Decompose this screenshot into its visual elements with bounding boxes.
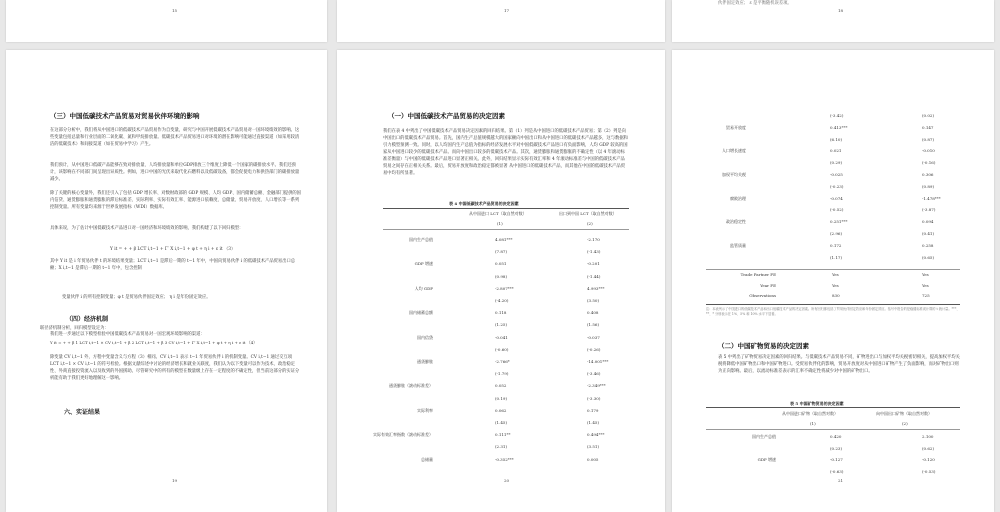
- table-cell-col1: (-0.63): [830, 468, 844, 474]
- table-cell-col1: (0.19): [495, 395, 508, 401]
- table-row-label: 政治稳定性: [726, 219, 746, 225]
- table-row-label: 监管质量: [730, 242, 746, 248]
- table-cell-col1: (-0.23): [830, 183, 844, 189]
- equation-explanation: 其中 Y it 是 i 年贸易伙伴 t 的环境结果变量；LCT i,t−1 是滞后一期的 t−1 年中，中国向贸易伙伴 i 的低碳技术产品贸易出口总额；X i,t−1 是滞后一期的 t−1 年中，包含控制: [50, 259, 296, 271]
- table-row-label: Observations: [749, 293, 776, 298]
- table-cell-col2: Yes: [922, 272, 929, 277]
- table-cell-col2: (-1.44): [587, 273, 601, 279]
- table-cell-col1: (-3.42): [830, 113, 844, 118]
- equation-4: Y it = + + β 1 LCT i,t−1 × CV i,t−1 + β 2 LCT i,t−1 + β 3 CV i,t−1 + Γ′ X i,t−1 + φ t + η i + ε it （4）: [50, 340, 258, 345]
- table-cell-col1: (6.10): [830, 136, 843, 142]
- document-page-20: [337, 50, 665, 512]
- table-cell-col2: (3.51): [587, 444, 600, 450]
- table-cell-col2: (1.56): [587, 322, 600, 328]
- table-cell-col2: -0.120: [922, 457, 935, 462]
- table-cell-col2: 0.005: [587, 456, 599, 462]
- table-cell-col2: (-1.43): [587, 249, 601, 255]
- table-cell-col1: 0.052: [495, 383, 507, 389]
- table-cell-col2: -1.478***: [922, 195, 941, 201]
- section-title: （一）中国低碳技术产品贸易的决定因素: [388, 112, 505, 120]
- column-header: 从中国进口 LCT（取自然对数）: [469, 211, 527, 216]
- table-cell-col2: -0.037: [587, 334, 600, 340]
- table-cell-col1: (2.31): [495, 444, 508, 450]
- table-cell-col2: (-0.16): [922, 160, 936, 166]
- table-cell-col1: (0.98): [495, 273, 508, 279]
- table-cell-col2: (-3.46): [587, 371, 601, 377]
- equation-explanation-cont: 变量伙伴 i 的所有控制变量；φ t 是贸易伙伴固定效应； η i 是年份固定效应。: [62, 295, 211, 300]
- table-cell-col2: 0.094: [922, 219, 934, 225]
- table-row-label: 实际有效汇率指数（滚动标准差）: [373, 432, 433, 438]
- mechanism-paragraph: 我们进一步通过以下模型检验中国低碳技术产品贸易对一国宏观环境影响的渠道：: [50, 332, 205, 337]
- table-cell-col1: (1.17): [830, 254, 843, 260]
- page-number: 18: [838, 8, 844, 13]
- table-cell-col1: 0.021: [830, 148, 842, 154]
- page-number: 15: [172, 8, 178, 13]
- body-paragraph: 除了关键的核心变量外，我们还引入了包括 GDP 增长率、对数财政部的 GDP 规模、人均 GDP、国内储蓄总额、金融部门提供的国内信贷、通货膨胀和通货膨胀的滞后标准差、实际利率、实际有效汇率、能源进口依赖度、总储量、贸易开放度、人口增长等一系列控制变量。所有变量均来源于世界发展指标（WDI）数据库。: [50, 191, 301, 210]
- table-cell-col1: -2.766*: [495, 359, 510, 364]
- table-cell-col1: -0.074: [830, 195, 843, 201]
- table-cell-col2: 725: [922, 293, 930, 298]
- page-number: 19: [172, 478, 178, 483]
- body-paragraph: 除变量 CV i,t−1 外，方程中变量含义与方程（3）相同。CV i,t−1 表示 t−1 年贸易伙伴 i 的机制变量。CV i,t−1 通过交互项 LCT i,t−1 × CV i,t−1 的符号检验。根据文献综述中讨论的经济增长和就业关联度，我们认为以下变量可以作为技术、政治稳定性、外商直接投资流入以及收到的外国援助。尽管研究中的所有的模型在数量级上存在一定程度的不确定性，但当前这部分的实证分析能有助于我们更好地理解这一影响。: [50, 355, 300, 381]
- table-cell-col2: (1.45): [587, 420, 600, 425]
- body-paragraph: 我们在表 4 中列出了中国低碳技术产品贸易决定因素的回归结果。第（1）列是从中国进口的低碳技术产品贸易；第（2）列是向中国出口的低碳技术产品贸易。首先，国内生产总值规模越大的国家额向中国出口和从中国进口的低碳技术产品越多，这与数据和引力模型预测一致。同时，以人均国内生产总值为指标的经济发展水平对中国低碳技术产品进口有负面影响，人均 GDP 较高的国家从中国进口较少的低碳技术产品。而向中国出口较多的低碳技术产品。其次，通货膨胀和通货膨胀的不确定性（以 4 年滚动标准差衡量）与中国的低碳技术产品进口显著正相关。此外，回归结果显示实际有效汇率和 4 年滚动标准差与中国的低碳技术产品贸易之间存在正相关关系。最后，贸易开放度和政治稳定都被显著 从中国进口的低碳技术产品，而其他在中国的低碳技术产品贸易中均有所显著。: [383, 129, 628, 176]
- table-cell-col2: (0.87): [922, 136, 935, 142]
- table-cell-col1: 0.111**: [495, 432, 511, 438]
- strip-text: 伙伴固定效应； ε 是平衡随机误差项。: [718, 1, 792, 6]
- top-page-strip-left: [6, 0, 327, 42]
- table-cell-col2: (-0.26): [587, 346, 601, 352]
- subsection-title: （四）经济机制: [66, 316, 109, 323]
- table-cell-col2: (0.02): [922, 113, 935, 118]
- table-5-caption: 表 5 中国矿物贸易的决定因素: [790, 401, 844, 406]
- section-6-title: 六、实证结果: [64, 409, 101, 416]
- table-cell-col2: 0.494***: [587, 432, 605, 438]
- table-5-header-rule: [706, 429, 960, 430]
- table-cell-col2: 0.408: [587, 310, 599, 316]
- table-row-label: Trade Partner FE: [740, 272, 776, 277]
- table-cell-col2: (0.62): [922, 445, 935, 451]
- table-cell-col2: (0.65): [922, 254, 935, 260]
- top-page-strip-right: [672, 0, 994, 42]
- table-cell-col2: (0.89): [922, 183, 935, 189]
- table-header-rule: [383, 229, 629, 230]
- table-top-rule: [383, 208, 629, 209]
- table-cell-col2: 4.993***: [587, 285, 605, 291]
- table-cell-col1: 0.251***: [830, 219, 848, 225]
- table-row-label: Year FE: [760, 282, 776, 288]
- table-cell-col1: (1.45): [495, 420, 508, 425]
- table-cell-col2: 0.258: [922, 242, 934, 248]
- table-5-top-rule: [706, 407, 960, 408]
- table-row-label: 加权平均关税: [722, 172, 746, 177]
- table-row-label: 总储量: [421, 456, 433, 462]
- table-cell-col1: Yes: [832, 282, 839, 288]
- table-cell-col1: 0.051: [495, 261, 507, 267]
- table-cell-col2: -14.001***: [587, 359, 609, 364]
- table-cell-col2: (-3.30): [587, 395, 601, 401]
- table-cell-col1: 0.420: [830, 434, 842, 439]
- table-cell-col1: (-4.20): [495, 298, 509, 303]
- table-cell-col1: 4.081***: [495, 237, 513, 242]
- table-row-label: 人口增长速度: [722, 148, 746, 154]
- table-cell-col2: (0.41): [922, 231, 935, 236]
- table-cell-col1: Yes: [832, 272, 839, 277]
- body-paragraph: 我们预计，从中国进口低碳产品能够在致对排放量、人均排放量和单位GDP排放三个维度上降低一个国家的碳排放水平。我们还预计，该影响在不同部门间呈现出异质性。例如，进口中国的光伏来取代化石燃料以及低碳设备，都会促使电力和供热部门的碳排放量减少。: [50, 163, 300, 182]
- mechanism-lead: 联径济机制分析，回归模型设定为：: [40, 326, 109, 331]
- table-cell-col1: 830: [832, 293, 840, 298]
- page-number: 17: [504, 8, 510, 13]
- document-page-19: [6, 50, 327, 512]
- document-page-21: [672, 50, 994, 512]
- table-cell-col1: (-1.79): [495, 371, 509, 377]
- table-cell-col1: -0.352***: [495, 456, 514, 462]
- table-cell-col1: (0.23): [830, 445, 843, 451]
- table-row-label: 贸易开放度: [726, 124, 746, 130]
- table-cell-col2: (-0.53): [922, 468, 936, 474]
- table-row-label: 人均 GDP: [414, 285, 433, 291]
- table-cell-col2: 2.100: [922, 434, 934, 439]
- column-number: (2): [902, 421, 908, 426]
- table-cell-col1: (-0.60): [495, 346, 509, 352]
- table-cell-col1: -0.127: [830, 457, 843, 462]
- table-note: 注：本表列示了中国进口的低碳技术产品和出口低碳技术产品的决定因素。所有回归都包括了贸易伙伴固定效应和年份固定效应。括号中报告的是稳健标准误计算的 t 统计量。***、**、* 分别表示在 1%、5% 和 10% 水平下显著。: [706, 307, 960, 316]
- table-row-label: 国内生产总值: [752, 434, 776, 439]
- column-number: (2): [587, 221, 593, 226]
- table-cell-col1: -0.041: [495, 334, 508, 340]
- page-number: 20: [504, 478, 510, 483]
- column-header: 出口到中国 LCT（取自然对数）: [559, 211, 617, 216]
- equation-3: Y it = + + β LCT i,t−1 + Γ′ X i,t−1 + φ t + η i + ε it （3）: [110, 247, 236, 252]
- table-row-label: 通货膨胀: [417, 359, 433, 364]
- table-row-label: 通货膨胀（滚动标准差）: [389, 383, 433, 389]
- table-cell-col2: 0.147: [922, 124, 934, 130]
- page-number: 21: [838, 478, 844, 483]
- table-cell-col1: (0.29): [830, 160, 843, 166]
- section-title: （三）中国低碳技术产品贸易对贸易伙伴环境的影响: [50, 112, 200, 120]
- table-cell-col2: -2.349***: [587, 383, 606, 389]
- table-cell-col2: Yes: [922, 282, 929, 288]
- table-cell-col1: 0.413***: [830, 124, 848, 130]
- table-cell-col2: (-3.87): [922, 207, 936, 213]
- table-cell-col1: (2.96): [830, 231, 843, 236]
- table-cell-col2: -0.010: [922, 148, 935, 154]
- column-header: 从中国进口矿物（取自然对数）: [782, 411, 838, 416]
- top-page-strip-middle: [337, 0, 665, 42]
- table-cell-col2: (3.50): [587, 298, 600, 303]
- column-number: (1): [497, 221, 503, 226]
- fe-rule: [706, 269, 960, 270]
- table-cell-col1: 0.172: [830, 242, 842, 248]
- table-cell-col1: 0.118: [495, 310, 507, 316]
- column-number: (1): [810, 421, 816, 426]
- table-cell-col2: -0.201: [587, 261, 600, 267]
- table-row-label: 国内生产总值: [409, 237, 433, 242]
- table-row-label: 实际利率: [417, 407, 433, 413]
- table-bottom-rule: [706, 304, 960, 305]
- table-row-label: 腐败治理: [730, 195, 746, 201]
- table-cell-col1: (7.87): [495, 249, 508, 255]
- body-paragraph: 具体来说，为了估计中国低碳技术产品进口对一国经济和环境绩效的影响，我们构建了以下回归模型：: [50, 226, 244, 231]
- body-paragraph: 表 5 中列出了矿物贸易决定因素的回归结果。与低碳技术产品贸易不同，矿物进出口与加权平均关税密切相关，提高加权平均关税将降低中国矿物出口和中国矿物进口。受贸易伙伴化的影响，贸易开放度对从中国进口矿物产生了负面影响，而对矿物出口则为正向影响。最后，以流动标准差表示的汇率不确定性将减少对中国的矿物出口。: [718, 355, 960, 374]
- table-cell-col1: (-0.52): [830, 207, 844, 213]
- section-title: （二）中国矿物贸易的决定因素: [718, 342, 809, 350]
- table-cell-col2: 0.179: [587, 407, 599, 413]
- table-4-caption: 表 4 中国低碳技术产品贸易的决定因素: [449, 201, 519, 206]
- table-cell-col1: 0.062: [495, 407, 507, 413]
- body-paragraph: 在这部分分析中，我们将从中国进口的低碳技术产品贸易作为自变量，研究与中国开展低碳技术产品贸易对一国环境绩效的影响。这些变量包括总量和行业层面的二氧化碳、氮和甲烷排放量。低碳技术产品贸易进口对环境的潜在影响可能通过直接渠道（如采用较清洁的低碳技术）和间接渠道（如在贸易中学习）产生。: [50, 128, 300, 147]
- table-row-label: 国内储蓄总额: [409, 310, 433, 316]
- table-cell-col2: 0.306: [922, 172, 934, 177]
- table-cell-col1: -0.025: [830, 172, 843, 177]
- table-row-label: GDP 增速: [757, 457, 776, 462]
- table-cell-col1: (1.25): [495, 322, 508, 328]
- table-cell-col2: -2.170: [587, 237, 600, 242]
- table-row-label: GDP 增速: [414, 261, 433, 267]
- column-header: 向中国出口矿物（取自然对数）: [876, 411, 932, 416]
- table-cell-col1: -2.807***: [495, 285, 514, 291]
- table-row-label: 国内信贷: [417, 334, 433, 340]
